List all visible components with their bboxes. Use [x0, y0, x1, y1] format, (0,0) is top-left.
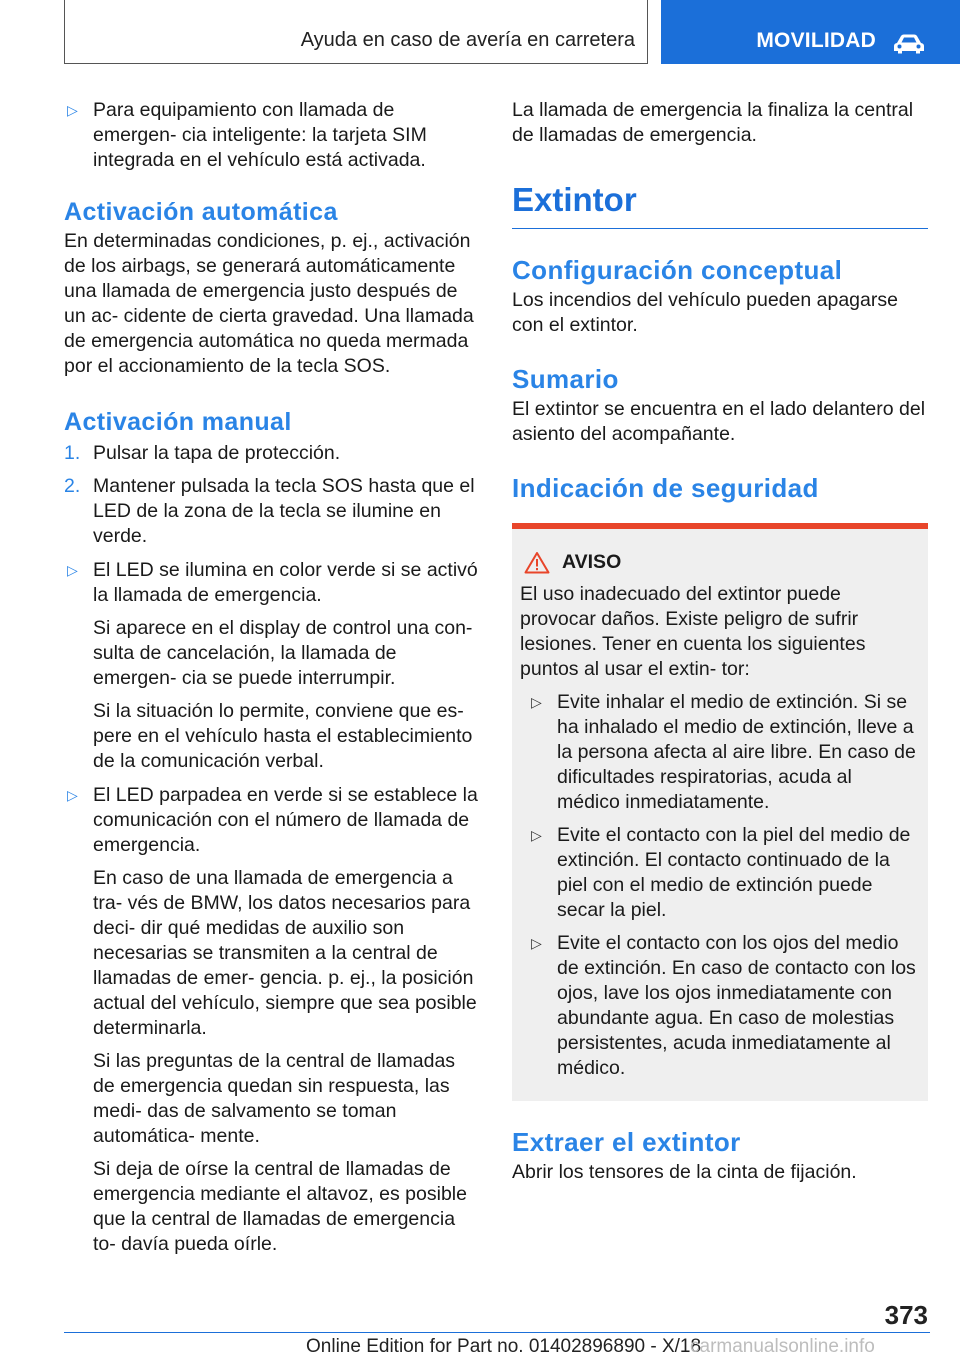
triangle-bullet-icon: ▷ [67, 787, 78, 803]
footer-divider [64, 1332, 930, 1333]
bullet-text: El LED se ilumina en color verde si se activó la llamada de emergencia. [93, 559, 478, 606]
auto-activation-heading: Activación automática [64, 198, 338, 226]
step-number: 2. [64, 475, 81, 497]
warning-list-item [528, 823, 920, 923]
warning-item-text: Evite el contacto con los ojos del medio de extinción. En caso de contacto con los ojos, lave los ojos inmediatamente con abundante agua. En caso de molestias persistentes, acuda inmediatamente al médico. [557, 932, 916, 1079]
warning-icon [524, 551, 550, 574]
safety-heading: Indicación de seguridad [512, 473, 819, 503]
paragraph: Si aparece en el display de control una con‐ sulta de cancelación, la llamada de emergen‐ cia se puede interrumpir. [93, 617, 473, 689]
step-item [64, 474, 480, 549]
triangle-bullet-icon: ▷ [67, 102, 78, 118]
triangle-bullet-icon: ▷ [531, 827, 542, 843]
triangle-bullet-icon: ▷ [67, 562, 78, 578]
paragraph: La llamada de emergencia la finaliza la central de llamadas de emergencia. [512, 99, 914, 146]
page-title: Extintor [512, 181, 637, 218]
right-column [512, 98, 928, 1185]
warning-list-item [528, 690, 920, 815]
list-item [64, 98, 480, 173]
running-header [64, 0, 648, 64]
list-item [64, 558, 480, 608]
section-title: Ayuda en caso de avería en carretera [300, 29, 635, 51]
auto-activation-text: En determinadas condiciones, p. ej., activación de los airbags, se generará automáticamente una llamada de emergencia justo después de un ac‐ cidente de cierta gravedad. Una llamada de emergencia automática no queda mermada por el accionamiento de la tecla SOS. [64, 230, 474, 377]
title-divider [512, 228, 928, 229]
left-column [64, 98, 480, 1257]
bullet-text: El LED parpadea en verde si se establece la comunicación con el número de llamada de emergencia. [93, 784, 478, 856]
manual-activation-heading: Activación manual [64, 408, 292, 436]
warning-item-text: Evite el contacto con la piel del medio de extinción. El contacto continuado de la piel con el medio de extinción puede secar la piel. [557, 824, 911, 921]
warning-box [512, 523, 928, 1101]
warning-label: AVISO [562, 551, 622, 573]
step-text: Mantener pulsada la tecla SOS hasta que el LED de la zona de la tecla se ilumine en verde. [93, 475, 475, 547]
step-number: 1. [64, 442, 81, 464]
concept-heading: Configuración conceptual [512, 255, 843, 285]
warning-item-text: Evite inhalar el medio de extinción. Si se ha inhalado el medio de extinción, lleve a la persona afecta al aire libre. En caso de dificultades respiratorias, acuda al médico inmediatamente. [557, 691, 916, 813]
warning-text: El uso inadecuado del extintor puede provocar daños. Existe peligro de sufrir lesiones. Tener en cuenta los siguientes puntos al usar el extin‐ tor: [520, 583, 866, 680]
paragraph: Si la situación lo permite, conviene que es‐ pere en el vehículo hasta el establecimiento de la comunicación verbal. [93, 700, 473, 772]
concept-text: Los incendios del vehículo pueden apagarse con el extintor. [512, 289, 898, 336]
chapter-tab [661, 0, 960, 64]
watermark: carmanualsonline.info [690, 1336, 875, 1357]
triangle-bullet-icon: ▷ [531, 694, 542, 710]
warning-header [520, 551, 920, 574]
summary-heading: Sumario [512, 364, 619, 394]
paragraph: En caso de una llamada de emergencia a tra‐ vés de BMW, los datos necesarios para deci‐ dir qué medidas de auxilio son necesarias se transmiten a la central de llamadas de emer‐ gencia. p. ej., la posición actual del vehículo, siempre que sea posible determinarla. [93, 867, 477, 1039]
triangle-bullet-icon: ▷ [531, 935, 542, 951]
chapter-label: MOVILIDAD [756, 29, 876, 52]
extract-text: Abrir los tensores de la cinta de fijación. [512, 1161, 857, 1183]
step-item [64, 441, 480, 466]
edition-text: Online Edition for Part no. 01402896890 - X/18 [306, 1336, 702, 1357]
paragraph: Si deja de oírse la central de llamadas de emergencia mediante el altavoz, es posible que la central de llamadas de emergencia to‐ davía pueda oírle. [93, 1158, 467, 1255]
page-number: 373 [884, 1300, 928, 1330]
paragraph: Si las preguntas de la central de llamadas de emergencia quedan sin respuesta, las medi‐ das de salvamento se toman automática‐ mente. [93, 1050, 456, 1147]
car-icon [892, 33, 926, 55]
list-item [64, 783, 480, 858]
intro-bullet-text: Para equipamiento con llamada de emergen‐ cia inteligente: la tarjeta SIM integrada en el vehículo está activada. [93, 99, 427, 171]
warning-list-item [528, 931, 920, 1081]
extract-heading: Extraer el extintor [512, 1127, 741, 1157]
step-text: Pulsar la tapa de protección. [93, 442, 341, 464]
summary-text: El extintor se encuentra en el lado delantero del asiento del acompañante. [512, 398, 926, 445]
